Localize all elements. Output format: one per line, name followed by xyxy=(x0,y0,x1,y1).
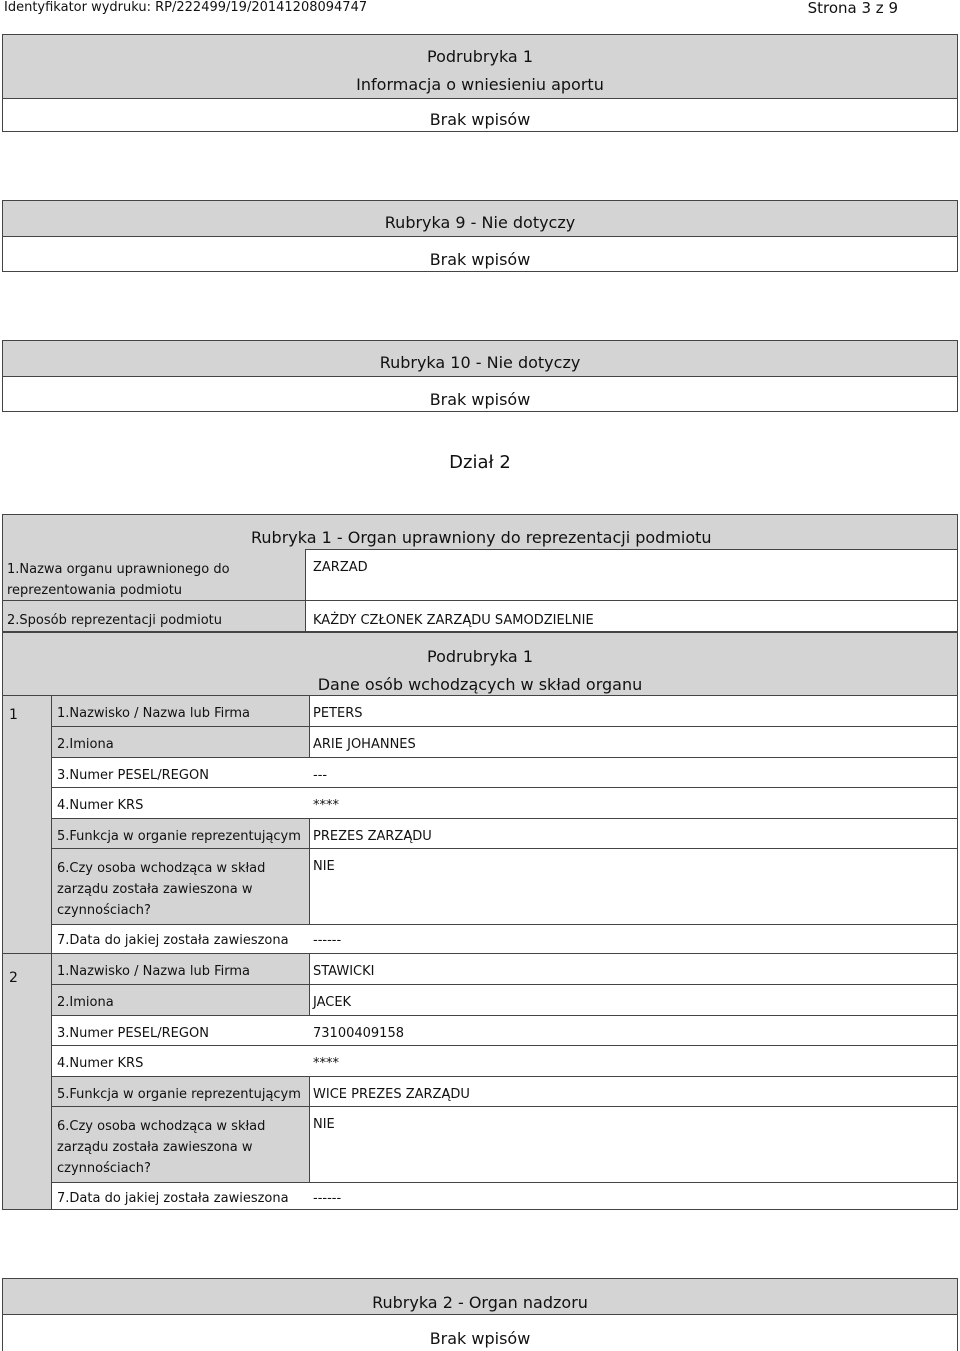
representation-method-value: KAŻDY CZŁONEK ZARZĄDU SAMODZIELNIE xyxy=(313,613,594,628)
organ-name-label: 1.Nazwa organu uprawnionego do reprezentowania podmiotu xyxy=(7,562,230,598)
rubric-2-title: Rubryka 2 - Organ nadzoru xyxy=(372,1293,588,1312)
surname-label: 1.Nazwisko / Nazwa lub Firma xyxy=(57,706,250,721)
rubric-2-block xyxy=(2,1278,958,1351)
representation-method-label: 2.Sposób reprezentacji podmiotu xyxy=(7,613,222,628)
krs-label: 4.Numer KRS xyxy=(57,1056,144,1071)
function-value: PREZES ZARZĄDU xyxy=(313,829,432,844)
names-value: ARIE JOHANNES xyxy=(313,737,416,752)
function-label: 5.Funkcja w organie reprezentującym xyxy=(57,1087,301,1102)
suspension-date-label: 7.Data do jakiej została zawieszona xyxy=(57,1191,289,1206)
suspended-value: NIE xyxy=(313,859,335,874)
names-label: 2.Imiona xyxy=(57,995,114,1010)
member-number: 1 xyxy=(9,707,18,723)
empty-entries-text: Brak wpisów xyxy=(429,250,531,269)
print-identifier: Identyfikator wydruku: RP/222499/19/20141208094747 xyxy=(4,0,368,15)
pesel-value: 73100409158 xyxy=(313,1026,404,1041)
subheading-aport-block xyxy=(2,34,958,132)
surname-label: 1.Nazwisko / Nazwa lub Firma xyxy=(57,964,250,979)
suspension-date-label: 7.Data do jakiej została zawieszona xyxy=(57,933,289,948)
subheading-title: Podrubryka 1 xyxy=(427,47,533,66)
rubric-1-title: Rubryka 1 - Organ uprawniony do reprezentacji podmiotu xyxy=(251,528,712,547)
empty-entries-text: Brak wpisów xyxy=(429,1329,531,1348)
page-number: Strona 3 z 9 xyxy=(807,0,898,17)
names-label: 2.Imiona xyxy=(57,737,114,752)
names-value: JACEK xyxy=(313,995,352,1010)
members-sub-title: Podrubryka 1 xyxy=(427,647,533,666)
suspension-date-value: ------ xyxy=(313,1191,342,1206)
empty-entries-text: Brak wpisów xyxy=(429,390,531,409)
rubric-10-title: Rubryka 10 - Nie dotyczy xyxy=(379,353,581,372)
rubric-1-block xyxy=(2,514,958,632)
pesel-value: --- xyxy=(313,768,328,783)
subheading-subtitle: Informacja o wniesieniu aportu xyxy=(356,75,604,94)
pesel-label: 3.Numer PESEL/REGON xyxy=(57,1026,209,1041)
suspension-date-value: ------ xyxy=(313,933,342,948)
suspended-label: 6.Czy osoba wchodząca w skład zarządu została zawieszona w czynnościach? xyxy=(57,1119,266,1176)
members-table xyxy=(2,632,958,1210)
pesel-label: 3.Numer PESEL/REGON xyxy=(57,768,209,783)
rubric-9-block xyxy=(2,200,958,272)
empty-entries-text: Brak wpisów xyxy=(429,110,531,129)
organ-name-value: ZARZAD xyxy=(313,560,368,575)
member-number: 2 xyxy=(9,970,18,986)
members-sub-subtitle: Dane osób wchodzących w skład organu xyxy=(317,675,643,694)
rubric-10-block xyxy=(2,340,958,412)
krs-value: **** xyxy=(313,1056,339,1071)
krs-label: 4.Numer KRS xyxy=(57,798,144,813)
rubric-9-title: Rubryka 9 - Nie dotyczy xyxy=(384,213,576,232)
function-label: 5.Funkcja w organie reprezentującym xyxy=(57,829,301,844)
krs-value: **** xyxy=(313,798,339,813)
section-title: Dział 2 xyxy=(449,452,511,473)
suspended-label: 6.Czy osoba wchodząca w skład zarządu została zawieszona w czynnościach? xyxy=(57,861,266,918)
surname-value: STAWICKI xyxy=(313,964,375,979)
function-value: WICE PREZES ZARZĄDU xyxy=(313,1087,470,1102)
surname-value: PETERS xyxy=(313,706,363,721)
suspended-value: NIE xyxy=(313,1117,335,1132)
